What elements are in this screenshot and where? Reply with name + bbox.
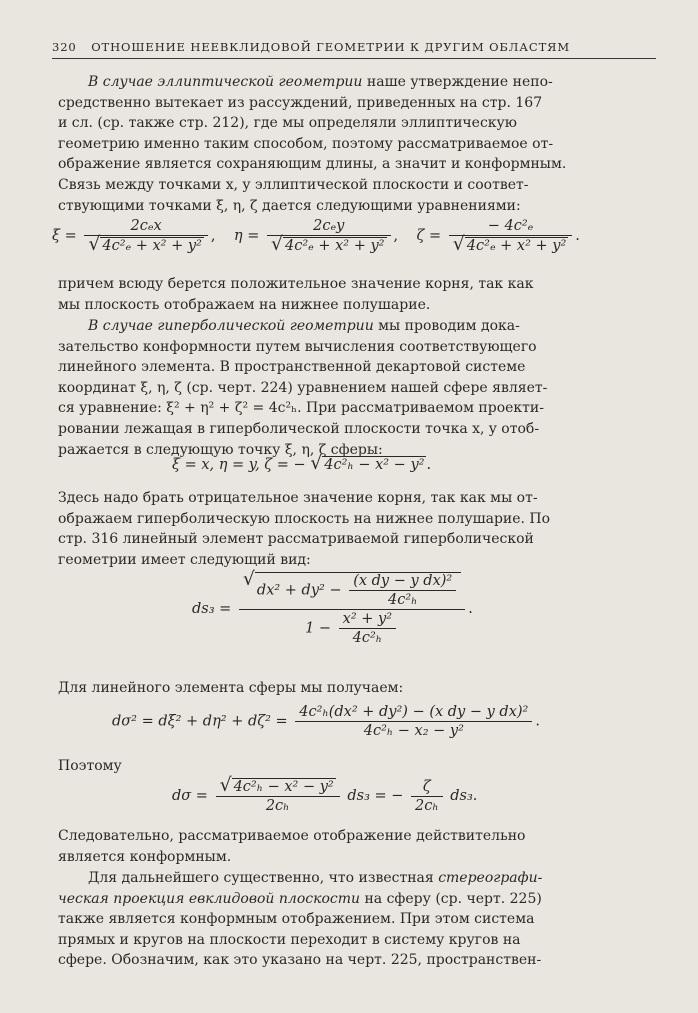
- eq-end: .: [535, 713, 540, 730]
- fraction: [239, 572, 465, 646]
- text-line: мы плоскость отображаем на нижнее полушарие.: [58, 296, 431, 313]
- denominator: [84, 235, 208, 254]
- page-number: 320: [52, 40, 77, 54]
- eq-text: ξ = x, η = y, ζ = −: [172, 457, 311, 473]
- numerator: ζ: [422, 778, 431, 795]
- inner-denominator: 4c²ₕ: [339, 628, 396, 646]
- text-line: ровании лежащая в гиперболической плоскости точка x, y отоб-: [58, 420, 540, 437]
- eq-lhs: dσ² = dξ² + dη² + dζ² =: [112, 713, 288, 730]
- sqrt: [88, 237, 204, 254]
- text-line: [58, 868, 654, 889]
- radicand-text: dx² + dy² −: [256, 582, 342, 599]
- text-line: геометрии имеет следующий вид:: [58, 551, 311, 568]
- fraction: [267, 218, 391, 254]
- equation-hyperbolic-mapping: [172, 456, 698, 473]
- equation-dsigma: [172, 778, 698, 814]
- denominator: [267, 235, 391, 254]
- text-line: [58, 316, 654, 337]
- sqrt: [220, 778, 336, 795]
- numerator: 2cₑy: [313, 218, 345, 234]
- inner-numerator: (x dy − y dx)²: [353, 573, 453, 589]
- eq-lhs: ξ =: [52, 228, 77, 244]
- text-line: Следовательно, рассматриваемое отображение действительно: [58, 828, 526, 844]
- den-text: 1 −: [305, 620, 332, 637]
- text-line: причем всюду берется положительное значение корня, так как: [58, 276, 534, 292]
- radicand: 4c²ₑ + x² + y²: [284, 238, 385, 254]
- text-fragment: на сферу (ср. черт. 225): [360, 890, 542, 907]
- text-line: [58, 889, 654, 910]
- text-line: Здесь надо брать отрицательное значение корня, так как мы от-: [58, 490, 538, 506]
- paragraph-elliptic: [58, 72, 654, 216]
- paragraph-sphere: [58, 678, 654, 699]
- numerator: − 4c²ₑ: [487, 218, 534, 234]
- numerator: [216, 778, 340, 796]
- inner-denominator: 4c²ₕ: [349, 590, 456, 608]
- paragraph-line-element: [58, 488, 654, 570]
- radicand: 4c²ₑ + x² + y²: [102, 238, 202, 254]
- radicand: 4c²ₕ − x² − y²: [233, 779, 334, 795]
- paragraph-therefore: [58, 756, 654, 777]
- eq-mid: ds₃ = −: [347, 788, 404, 804]
- denominator: 2cₕ: [216, 796, 340, 814]
- numerator: 2cₑx: [130, 218, 162, 234]
- eq-lhs: ds₃ =: [192, 601, 232, 617]
- sqrt: [243, 572, 461, 608]
- inner-fraction: [349, 573, 456, 608]
- denominator: [449, 235, 573, 254]
- text-line: [58, 72, 654, 93]
- text-line: координат ξ, η, ζ (ср. черт. 224) уравнением нашей сфере являет-: [58, 379, 548, 396]
- numerator: [239, 572, 465, 609]
- denominator: 2cₕ: [411, 796, 443, 814]
- text-line: ображаем гиперболическую плоскость на нижнее полушарие. По: [58, 510, 551, 527]
- sqrt: [310, 456, 426, 473]
- text-line: Связь между точками x, y эллиптической плоскости и соответ-: [58, 176, 529, 193]
- equation-ds3: [192, 572, 698, 646]
- eq-lhs: ζ =: [416, 228, 442, 244]
- denominator: 4c²ₕ − x₂ − y²: [295, 721, 532, 739]
- text-line: сфере. Обозначим, как это указано на черт. 225, пространствен-: [58, 952, 542, 969]
- paragraph-stereographic: [58, 868, 654, 971]
- eq-lhs: η =: [233, 228, 260, 244]
- text-fragment: Для дальнейшего существенно, что известная: [88, 870, 439, 886]
- paragraph-conclusion: [58, 826, 654, 867]
- italic-phrase: В случае гиперболической геометрии: [88, 318, 374, 334]
- text-line: является конформным.: [58, 848, 232, 865]
- inner-fraction: [339, 611, 396, 646]
- text-line: зательство конформности путем вычисления соответствующего: [58, 338, 537, 355]
- fraction: [295, 704, 532, 739]
- fraction: [84, 218, 208, 254]
- sqrt: [453, 237, 569, 254]
- text-line: геометрию именно таким способом, поэтому рассматриваемое от-: [58, 135, 554, 152]
- denominator: [239, 609, 465, 646]
- equation-dsigma-squared: [112, 704, 698, 739]
- eq-end: .: [426, 457, 432, 473]
- text-line: и сл. (ср. также стр. 212), где мы определяли эллиптическую: [58, 115, 517, 132]
- radicand: [255, 572, 461, 608]
- paragraph-root-sign: [58, 274, 654, 315]
- fraction: [449, 218, 573, 254]
- text-line: прямых и кругов на плоскости переходит в систему кругов на: [58, 931, 521, 948]
- italic-phrase: стереографи-: [438, 870, 543, 886]
- text-line: стр. 316 линейный элемент рассматриваемой гиперболической: [58, 531, 534, 548]
- text-line: ствующими точками ξ, η, ζ дается следующими уравнениями:: [58, 197, 521, 214]
- italic-phrase: ческая проекция евклидовой плоскости: [58, 890, 361, 907]
- eq-end: ds₃.: [450, 788, 478, 804]
- text-line: также является конформным отображением. При этом система: [58, 911, 535, 928]
- fraction: [216, 778, 340, 814]
- text-line: ся уравнение: ξ² + η² + ζ² = 4c²ₕ. При рассматриваемом проекти-: [58, 400, 544, 417]
- text-line: средственно вытекает из рассуждений, приведенных на стр. 167: [58, 94, 543, 111]
- text-line: Для линейного элемента сферы мы получаем:: [58, 680, 404, 696]
- sqrt: [271, 237, 387, 254]
- radicand: 4c²ₑ + x² + y²: [466, 238, 567, 254]
- text-line: линейного элемента. В пространственной декартовой системе: [58, 359, 526, 376]
- eq-end: .: [468, 601, 473, 617]
- numerator: 4c²ₕ(dx² + dy²) − (x dy − y dx)²: [299, 704, 529, 720]
- text-fragment: наше утверждение непо-: [362, 74, 553, 90]
- radicand: 4c²ₕ − x² − y²: [324, 457, 425, 473]
- equation-elliptic-mapping: ξ = 2cₑx √ 4c²ₑ + x² + y² , η = 2cₑy √ 4c²ₑ + x² + y² , ζ = − 4c²ₑ √ 4c²ₑ + x² + y² .: [52, 218, 656, 254]
- paragraph-hyperbolic: [58, 316, 654, 460]
- page-header: [52, 40, 652, 54]
- text-line: Поэтому: [58, 758, 122, 774]
- italic-phrase: В случае эллиптической геометрии: [88, 74, 363, 90]
- eq-lhs: dσ =: [172, 788, 208, 804]
- text-line: ображение является сохраняющим длины, а значит и конформным.: [58, 156, 567, 173]
- fraction: [411, 779, 443, 814]
- header-rule: [52, 58, 656, 59]
- inner-numerator: x² + y²: [342, 611, 393, 627]
- running-title: ОТНОШЕНИЕ НЕЕВКЛИДОВОЙ ГЕОМЕТРИИ К ДРУГИМ ОБЛАСТЯМ: [91, 40, 571, 54]
- text-line: ражается в следующую точку ξ, η, ζ сферы:: [58, 441, 383, 458]
- text-fragment: мы проводим дока-: [373, 318, 520, 334]
